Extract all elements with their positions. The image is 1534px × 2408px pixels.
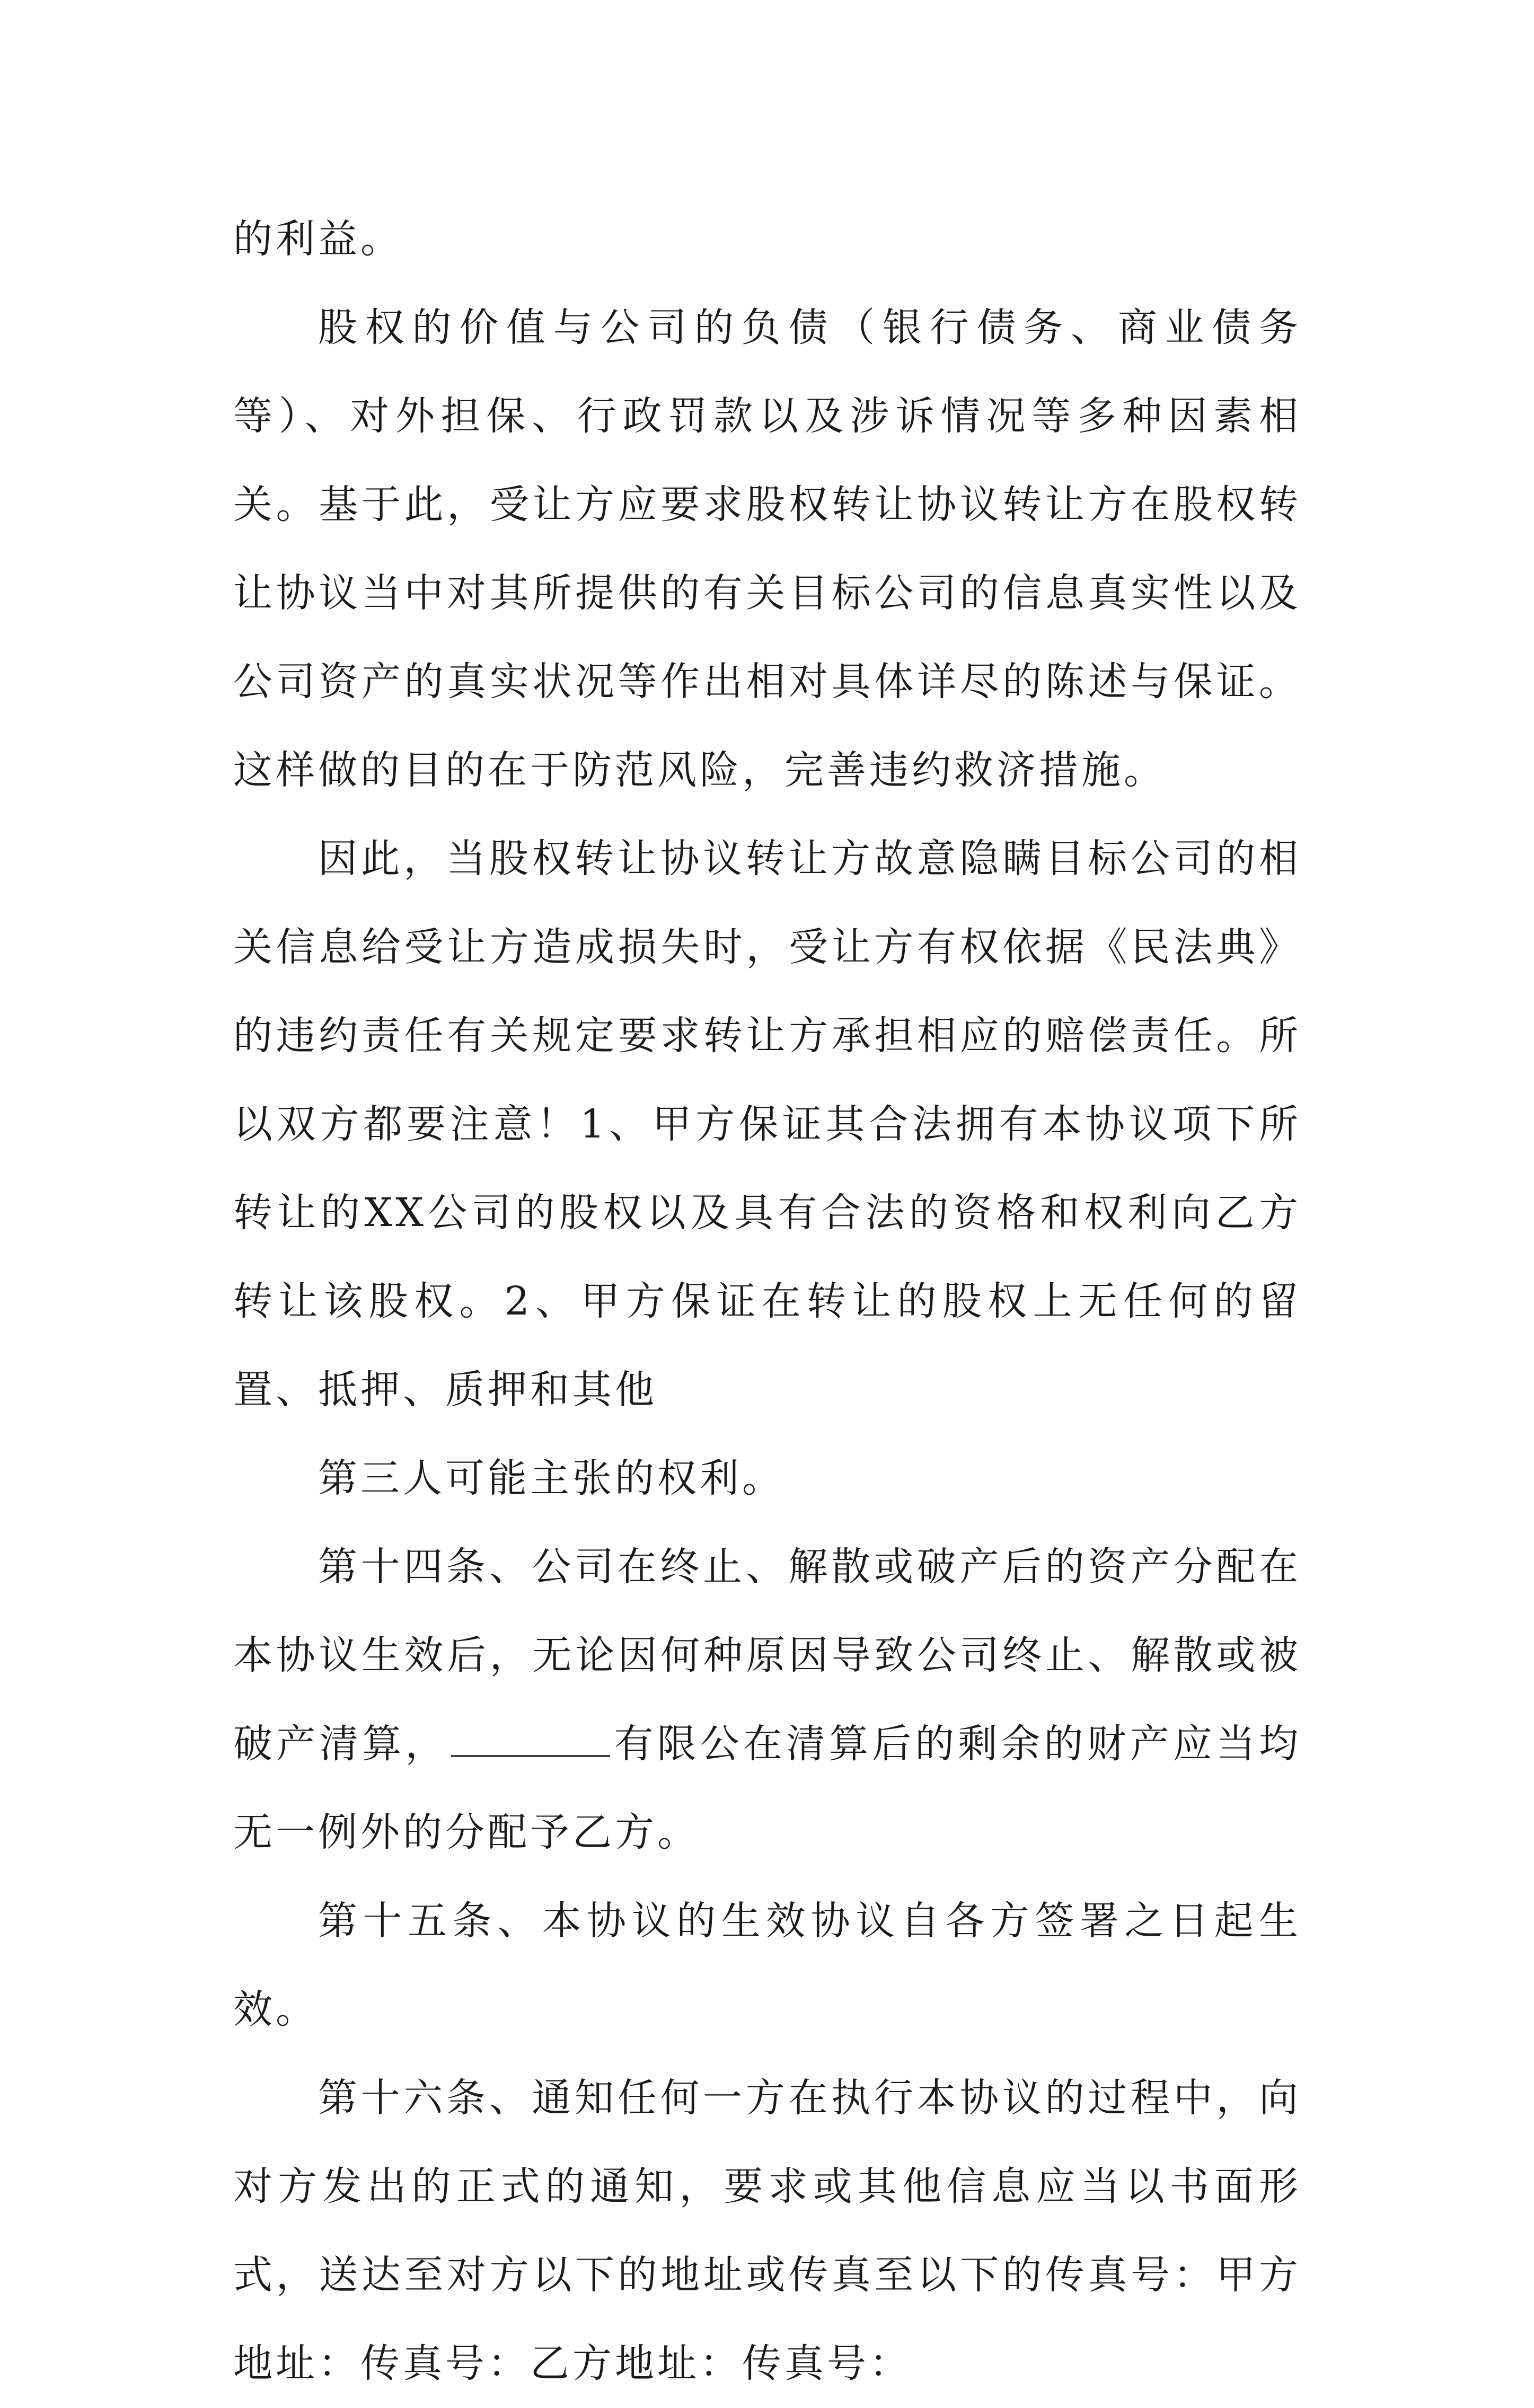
article-14 <box>233 1523 1301 1877</box>
article-16: 第十六条、通知任何一方在执行本协议的过程中，向对方发出的正式的通知，要求或其他信息应当以书面形式，送达至对方以下的地址或传真至以下的传真号：甲方地址：传真号：乙方地址：传真号： <box>233 2075 1301 2386</box>
paragraph-continuation: 的利益。 <box>233 216 403 262</box>
article-14-text-a: 第十四条、公司在终止、解散或破产后的资产分配在本协议生效后，无论因何种原因导致公司终止、解散或被破产清算， <box>233 1544 1301 1767</box>
paragraph-equity-value: 股权的价值与公司的负债（银行债务、商业债务等）、对外担保、行政罚款以及涉诉情况等多种因素相关。基于此，受让方应要求股权转让协议转让方在股权转让协议当中对其所提供的有关目标公司的信息真实性以及公司资产的真实状况等作出相对具体详尽的陈述与保证。这样做的目的在于防范风险，完善违约救济措施。 <box>233 305 1301 793</box>
paragraph-breach-liability: 因此，当股权转让协议转让方故意隐瞒目标公司的相关信息给受让方造成损失时，受让方有权依据《民法典》的违约责任有关规定要求转让方承担相应的赔偿责任。所以双方都要注意！1、甲方保证其合法拥有本协议项下所转让的XX公司的股权以及具有合法的资格和权利向乙方转让该股权。2、甲方保证在转让的股权上无任何的留置、抵押、质押和其他 <box>233 836 1301 1413</box>
article-14-text-b: 有限公在清算后的剩余的财产应当均无一例外的分配予乙方。 <box>233 1721 1302 1855</box>
paragraph-third-party-rights: 第三人可能主张的权利。 <box>318 1456 784 1501</box>
article-15: 第十五条、本协议的生效协议自各方签署之日起生效。 <box>233 1898 1301 2032</box>
document-body <box>233 195 1301 2408</box>
fill-in-blank <box>451 1722 610 1757</box>
